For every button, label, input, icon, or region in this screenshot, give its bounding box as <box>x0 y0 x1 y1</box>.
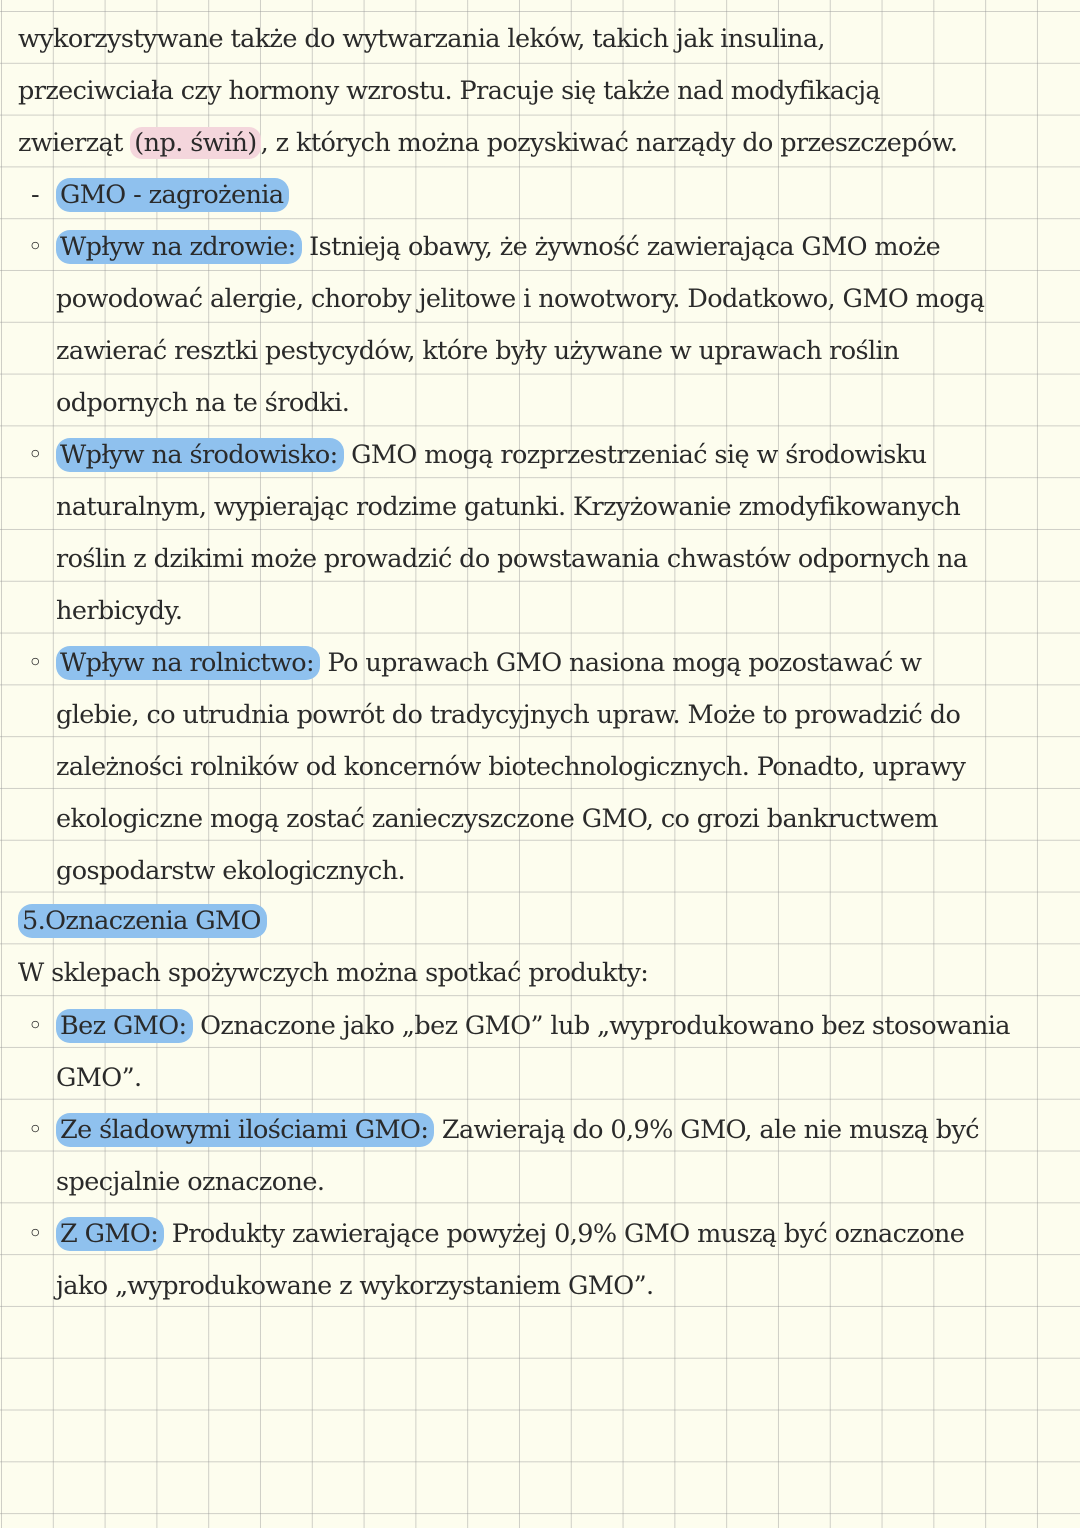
item-text: specjalnie oznaczone. <box>56 1167 325 1197</box>
item-label: Wpływ na zdrowie: <box>56 230 302 264</box>
item-text: naturalnym, wypierając rodzime gatunki. Krzyżowanie zmodyfikowanych <box>56 492 961 522</box>
item-text: herbicydy. <box>56 596 183 626</box>
intro-line-3-text <box>18 117 957 169</box>
item-text: jako „wyprodukowane z wykorzystaniem GMO”. <box>56 1271 654 1301</box>
circle-bullet: ◦ <box>27 440 43 470</box>
item-label: Ze śladowymi ilościami GMO: <box>56 1113 434 1147</box>
item-text: GMO mogą rozprzestrzeniać się w środowisku <box>343 440 927 470</box>
item-text: Istnieją obawy, że żywność zawierająca GMO może <box>301 232 941 262</box>
item-label: Z GMO: <box>56 1217 164 1251</box>
item-text: glebie, co utrudnia powrót do tradycyjnych upraw. Może to prowadzić do <box>56 700 961 730</box>
item-label: Wpływ na rolnictwo: <box>56 646 320 680</box>
dash-bullet: - <box>30 180 40 210</box>
item-text: Zawierają do 0,9% GMO, ale nie muszą być <box>434 1115 979 1145</box>
circle-bullet: ◦ <box>27 1011 43 1041</box>
circle-bullet: ◦ <box>27 232 43 262</box>
item-text: ekologiczne mogą zostać zanieczyszczone GMO, co grozi bankructwem <box>56 804 938 834</box>
item-text: Po uprawach GMO nasiona mogą pozostawać w <box>320 648 922 678</box>
item-label: Bez GMO: <box>56 1009 193 1043</box>
item-text: zawierać resztki pestycydów, które były używane w uprawach roślin <box>56 336 899 366</box>
intro-text: wykorzystywane także do wytwarzania leków, takich jak insulina, <box>18 24 825 54</box>
intro-text: , z których można pozyskiwać narządy do przeszczepów. <box>260 128 958 158</box>
section-intro: W sklepach spożywczych można spotkać produkty: <box>18 958 649 988</box>
item-text: odpornych na te środki. <box>56 388 350 418</box>
item-text: zależności rolników od koncernów biotechnologicznych. Ponadto, uprawy <box>56 752 966 782</box>
item-text: Produkty zawierające powyżej 0,9% GMO muszą być oznaczone <box>164 1219 965 1249</box>
item-text: gospodarstw ekologicznych. <box>56 856 406 886</box>
section-heading: GMO - zagrożenia <box>56 178 289 212</box>
item-text: Oznaczone jako „bez GMO” lub „wyprodukowano bez stosowania <box>192 1011 1010 1041</box>
circle-bullet: ◦ <box>27 648 43 678</box>
intro-text: zwierząt <box>18 128 131 158</box>
item-text: GMO”. <box>56 1063 142 1093</box>
section-heading: 5.Oznaczenia GMO <box>18 904 267 938</box>
circle-bullet: ◦ <box>27 1219 43 1249</box>
item-label: Wpływ na środowisko: <box>56 438 344 472</box>
highlighted-example: (np. świń) <box>130 127 260 159</box>
circle-bullet: ◦ <box>27 1115 43 1145</box>
item-text: powodować alergie, choroby jelitowe i nowotwory. Dodatkowo, GMO mogą <box>56 284 985 314</box>
intro-text: przeciwciała czy hormony wzrostu. Pracuje się także nad modyfikacją <box>18 76 881 106</box>
item-text: roślin z dzikimi może prowadzić do powstawania chwastów odpornych na <box>56 544 968 574</box>
